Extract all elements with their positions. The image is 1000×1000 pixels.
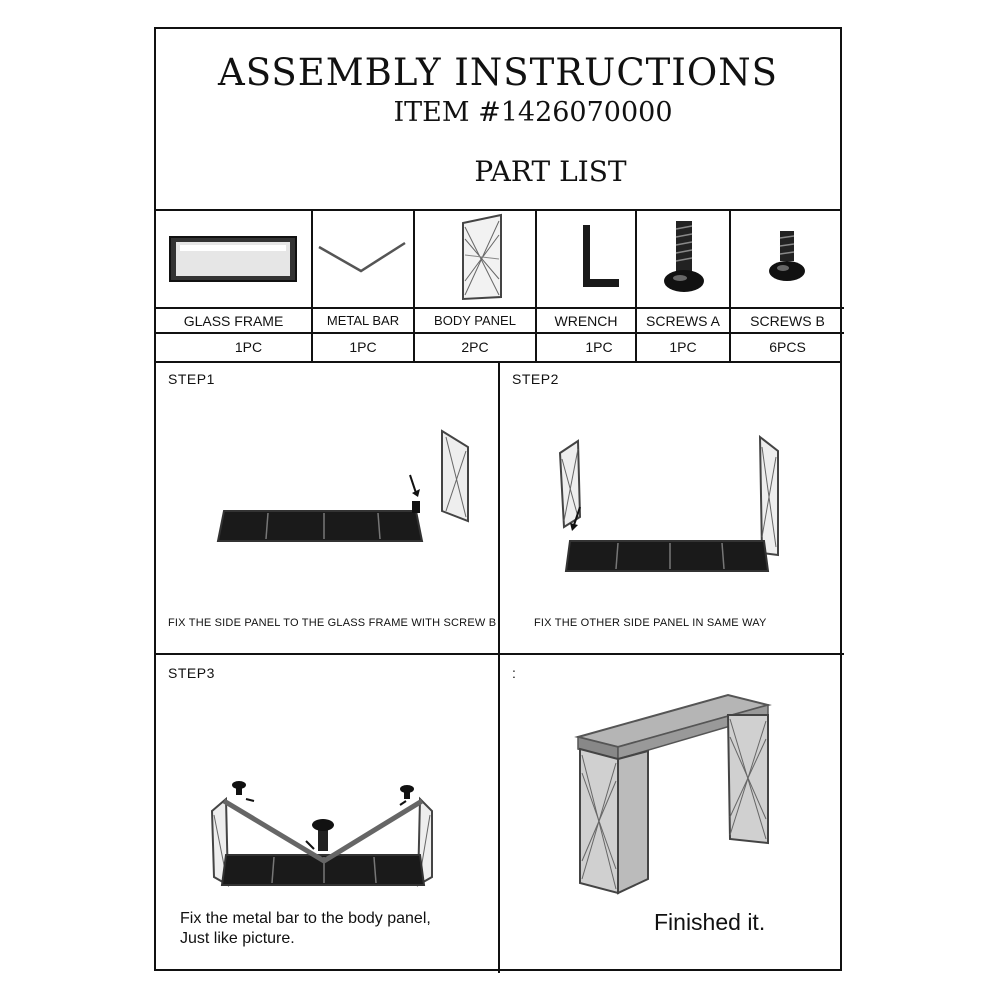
step-1-illustration [216,431,446,551]
step-label: STEP3 [168,665,215,681]
finished-caption: Finished it. [654,909,766,935]
step-3-panel [156,655,500,973]
part-qty: 1PC [349,339,377,355]
step-3-illustration [206,755,436,885]
part-name: SCREWS B [731,307,844,334]
part-list-heading: PART LIST [474,155,627,188]
part-qty: 1PC [669,339,697,355]
step-2-panel [500,361,844,655]
glass-frame-icon [156,209,313,307]
step-caption: FIX THE OTHER SIDE PANEL IN SAME WAY [534,617,767,629]
step-label: STEP1 [168,371,215,387]
part-wrench [537,209,637,361]
part-name: BODY PANEL [415,307,535,334]
step-caption [180,909,431,949]
part-qty: 1PC [234,339,263,355]
step-1-panel [156,361,500,655]
part-name: WRENCH [537,307,635,334]
part-metal-bar [313,209,415,361]
step-label: STEP2 [512,371,559,387]
header [156,29,840,211]
wrench-icon [537,209,637,307]
part-screws-a [637,209,731,361]
parts-table [156,209,840,363]
step-caption-line: Just like picture. [180,930,295,947]
step-2-illustration [556,437,796,567]
part-body-panel [415,209,537,361]
part-glass-frame [156,209,313,361]
screw-b-icon [731,209,844,307]
part-qty: 1PC [585,339,613,355]
part-name: METAL BAR [313,307,413,334]
finished-panel [500,655,844,973]
finished-table-illustration [578,693,768,893]
part-name: GLASS FRAME [156,307,311,334]
part-name: SCREWS A [637,307,729,334]
screw-a-icon [637,209,731,307]
instruction-sheet [154,27,842,971]
page-title: ASSEMBLY INSTRUCTIONS [218,51,778,94]
step-caption: FIX THE SIDE PANEL TO THE GLASS FRAME WITH SCREW B [168,617,497,629]
body-panel-icon [415,209,537,307]
part-qty: 6PCS [769,339,806,355]
item-number: ITEM #1426070000 [393,97,673,128]
part-qty: 2PC [461,339,489,355]
metal-bar-icon [313,209,415,307]
part-screws-b [731,209,844,361]
step-label: : [512,665,517,681]
step-caption-line: Fix the metal bar to the body panel, [180,910,431,927]
